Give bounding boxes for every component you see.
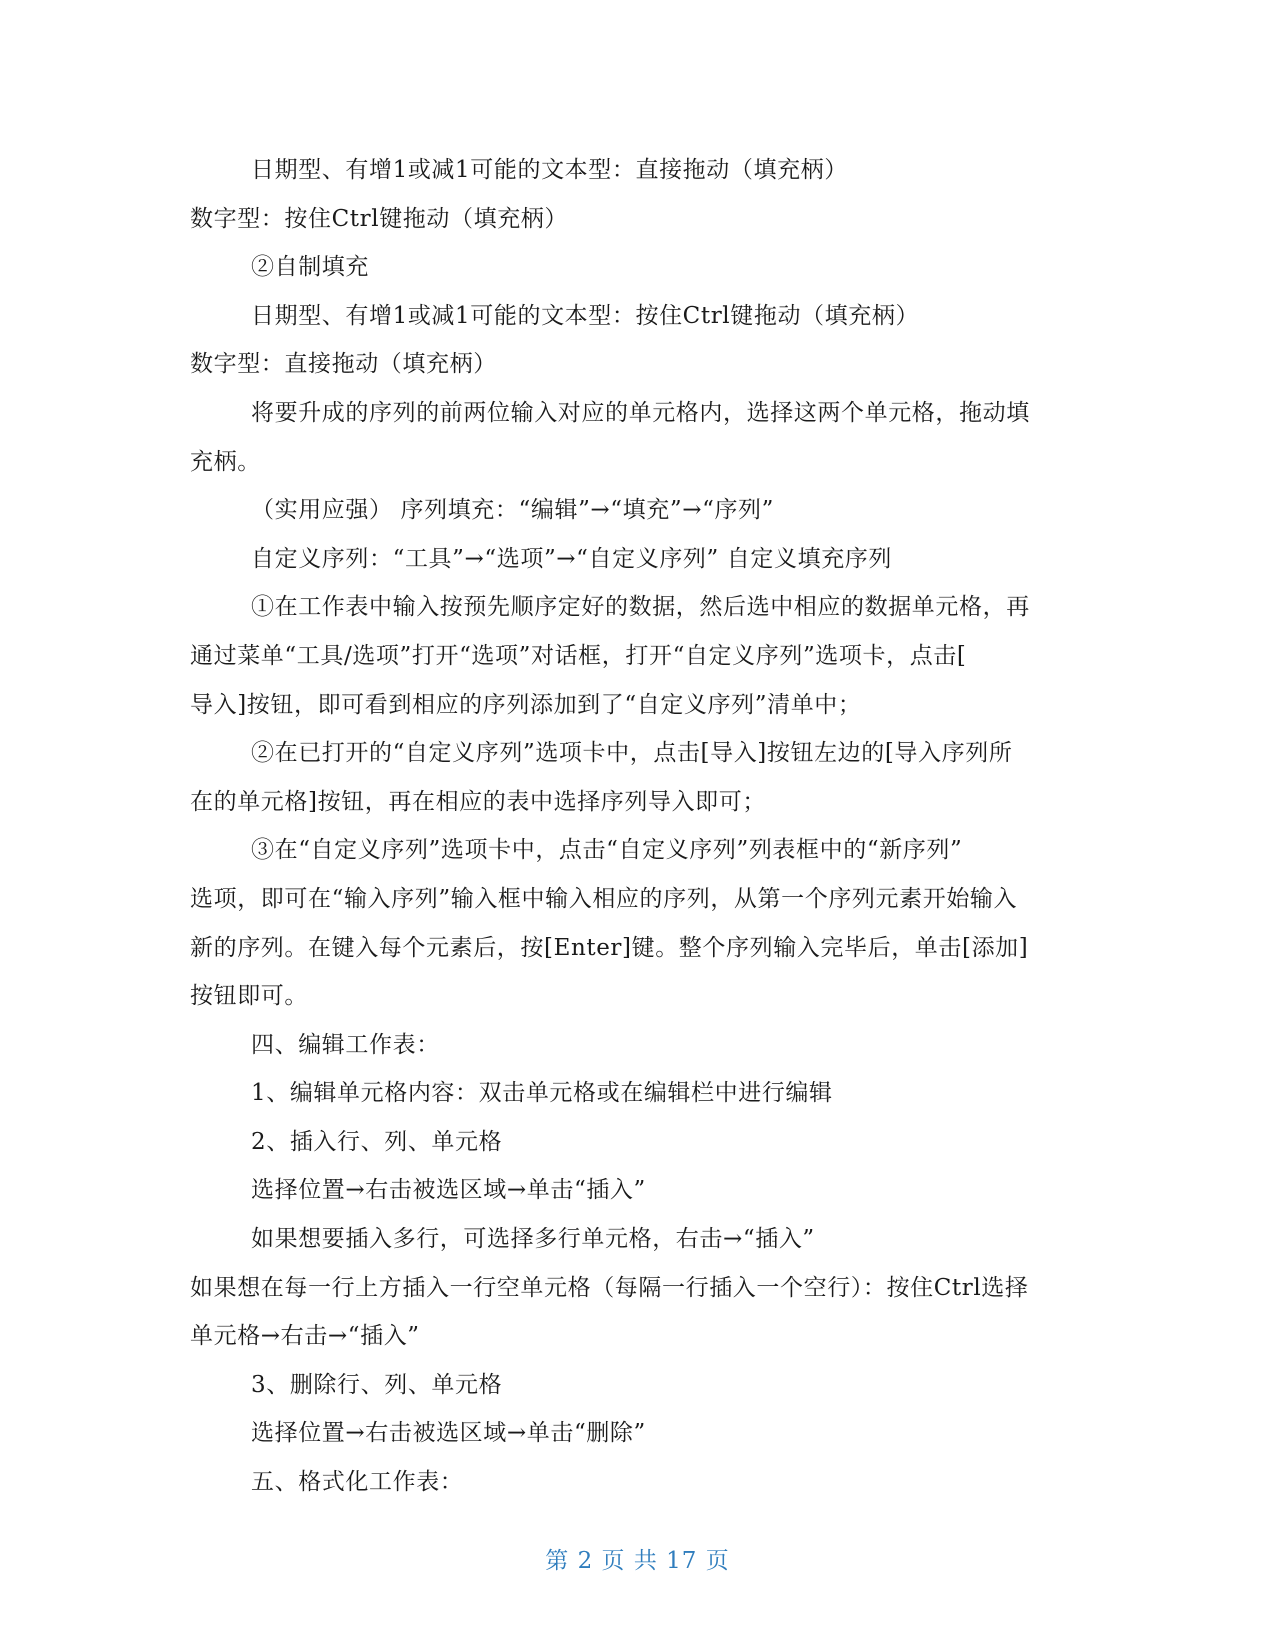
- text-line: 按钮即可。: [190, 983, 308, 1010]
- text-line: 选项，即可在“输入序列”输入框中输入相应的序列，从第一个序列元素开始输入: [190, 885, 1018, 912]
- text-line: 如果想要插入多行，可选择多行单元格，右击→“插入”: [251, 1226, 815, 1253]
- document-body: [190, 146, 1090, 1507]
- text-line: 充柄。: [190, 448, 261, 475]
- text-line: 导入]按钮，即可看到相应的序列添加到了“自定义序列”清单中；: [190, 691, 862, 718]
- text-line: 在的单元格]按钮，再在相应的表中选择序列导入即可；: [190, 788, 766, 815]
- page-number-footer: 第 2 页 共 17 页: [545, 1548, 730, 1574]
- text-line: 1、编辑单元格内容：双击单元格或在编辑栏中进行编辑: [251, 1080, 833, 1107]
- text-line: 如果想在每一行上方插入一行空单元格（每隔一行插入一个空行）：按住Ctrl选择: [190, 1274, 1029, 1301]
- text-line: 数字型：直接拖动（填充柄）: [190, 351, 497, 378]
- text-line: 日期型、有增1或减1可能的文本型：直接拖动（填充柄）: [251, 157, 848, 183]
- text-line: 日期型、有增1或减1可能的文本型：按住Ctrl键拖动（填充柄）: [251, 302, 920, 329]
- text-line: 2、插入行、列、单元格: [251, 1128, 503, 1155]
- text-line: 数字型：按住Ctrl键拖动（填充柄）: [190, 205, 568, 232]
- text-line: ②在已打开的“自定义序列”选项卡中，点击[导入]按钮左边的[导入序列所: [251, 740, 1013, 767]
- text-line: 单元格→右击→“插入”: [190, 1323, 420, 1350]
- text-line: 新的序列。在键入每个元素后，按[Enter]键。整个序列输入完毕后，单击[添加]: [190, 934, 1029, 961]
- text-line: 通过菜单“工具/选项”打开“选项”对话框，打开“自定义序列”选项卡，点击[: [190, 642, 967, 669]
- text-line: 选择位置→右击被选区域→单击“插入”: [251, 1177, 646, 1204]
- section-heading: 四、编辑工作表：: [251, 1031, 440, 1058]
- text-line: 自定义序列：“工具”→“选项”→“自定义序列” 自定义填充序列: [251, 545, 893, 572]
- text-line: ③在“自定义序列”选项卡中，点击“自定义序列”列表框中的“新序列”: [251, 837, 963, 864]
- text-line: 选择位置→右击被选区域→单击“删除”: [251, 1420, 646, 1447]
- text-line: ①在工作表中输入按预先顺序定好的数据，然后选中相应的数据单元格，再: [251, 594, 1030, 621]
- text-line: ②自制填充: [251, 254, 369, 281]
- text-line: （实用应强） 序列填充：“编辑”→“填充”→“序列”: [251, 497, 775, 524]
- text-line: 将要升成的序列的前两位输入对应的单元格内，选择这两个单元格，拖动填: [251, 399, 1030, 426]
- text-line: 3、删除行、列、单元格: [251, 1371, 503, 1398]
- section-heading: 五、格式化工作表：: [251, 1469, 464, 1496]
